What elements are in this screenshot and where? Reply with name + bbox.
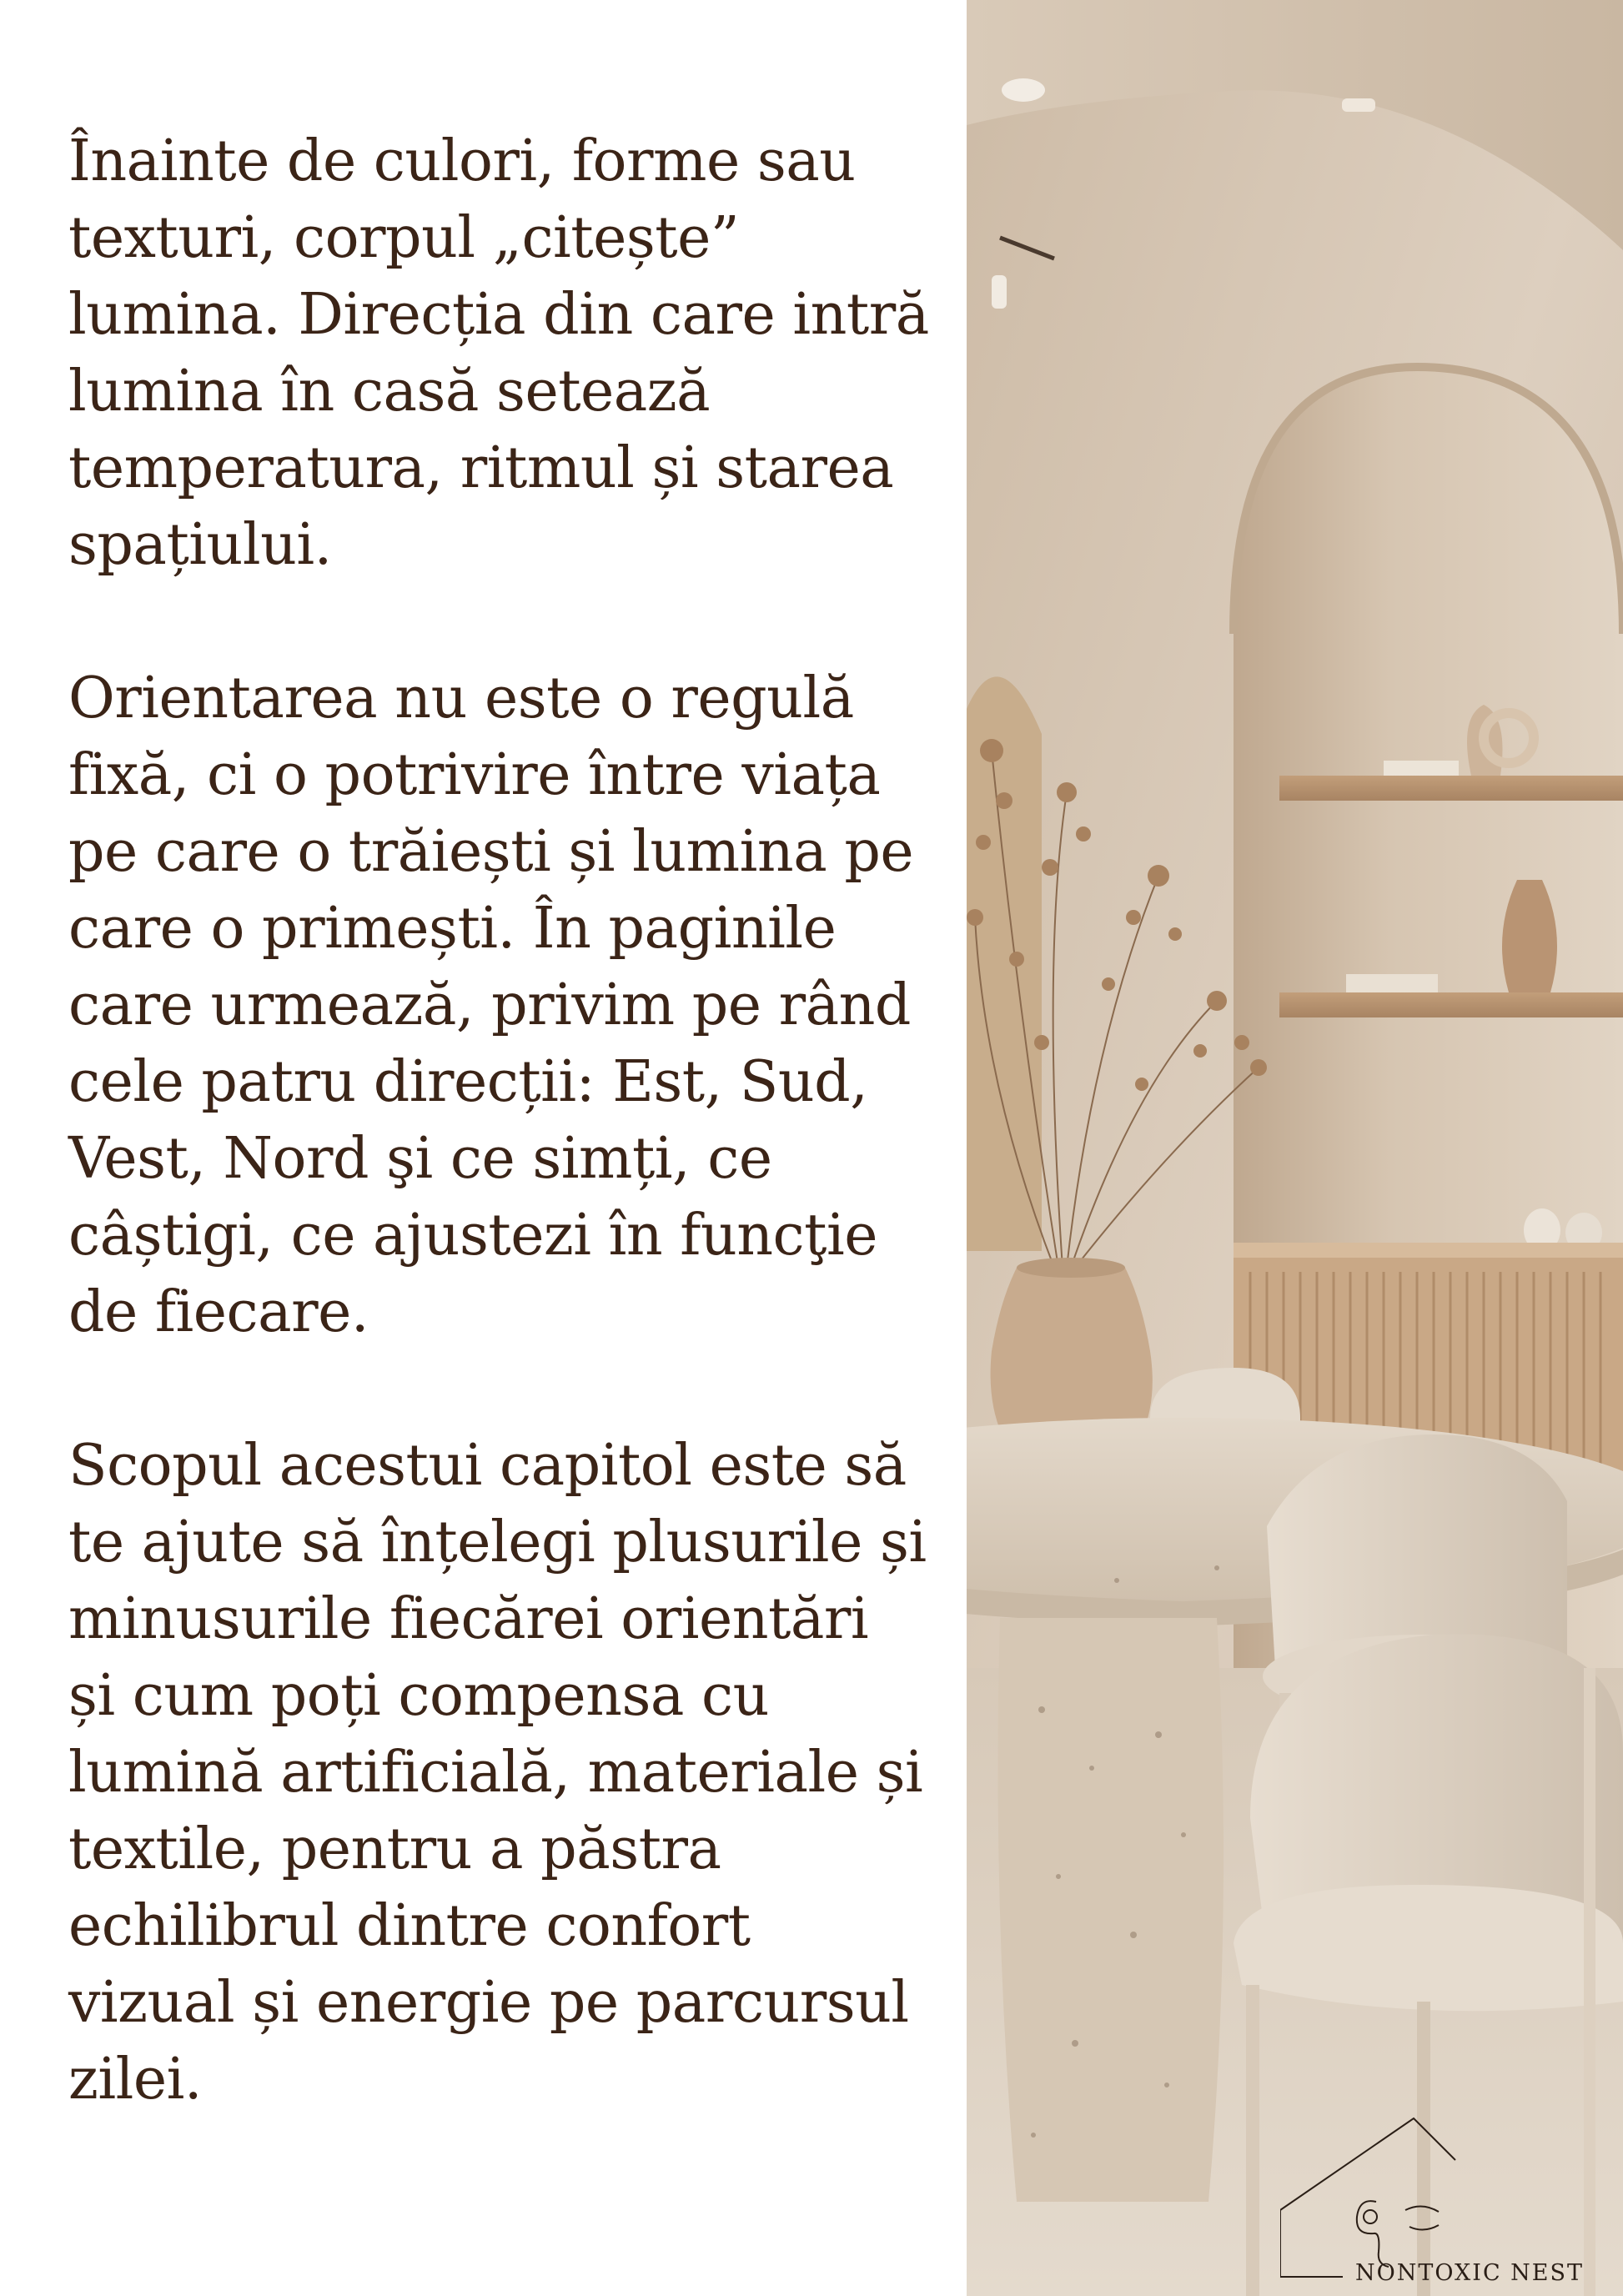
paragraph-2: Orientarea nu este o regulă fixă, ci o potrivire între viața pe care o trăiești și lumina pe care o primești. În paginile care urmează, privim pe rând cele patru direcții: Est, Sud, Vest, Nord şi ce simți, ce câștigi, ce ajustezi în funcţie de fiecare. bbox=[68, 666, 914, 1345]
body-text bbox=[68, 123, 952, 2195]
paragraph-1: Înainte de culori, forme sau texturi, corpul „citește” lumina. Direcția din care intră lumina în casă setează temperatura, ritmul și starea spațiului. bbox=[68, 128, 929, 578]
interior-illustration bbox=[967, 0, 1623, 2296]
brand-logo bbox=[1280, 2085, 1614, 2285]
interior-photo bbox=[967, 0, 1623, 2296]
brand-name: NONTOXIC NEST bbox=[1355, 2260, 1585, 2286]
paragraph-3: Scopul acestui capitol este să te ajute să înțelegi plusurile și minusurile fiecărei orientări și cum poți compensa cu lumină artificială, materiale și textile, pentru a păstra echilibrul dintre confort vizual și energie pe parcursul zilei. bbox=[68, 1433, 927, 2113]
nest-logo-icon bbox=[1280, 2085, 1614, 2285]
